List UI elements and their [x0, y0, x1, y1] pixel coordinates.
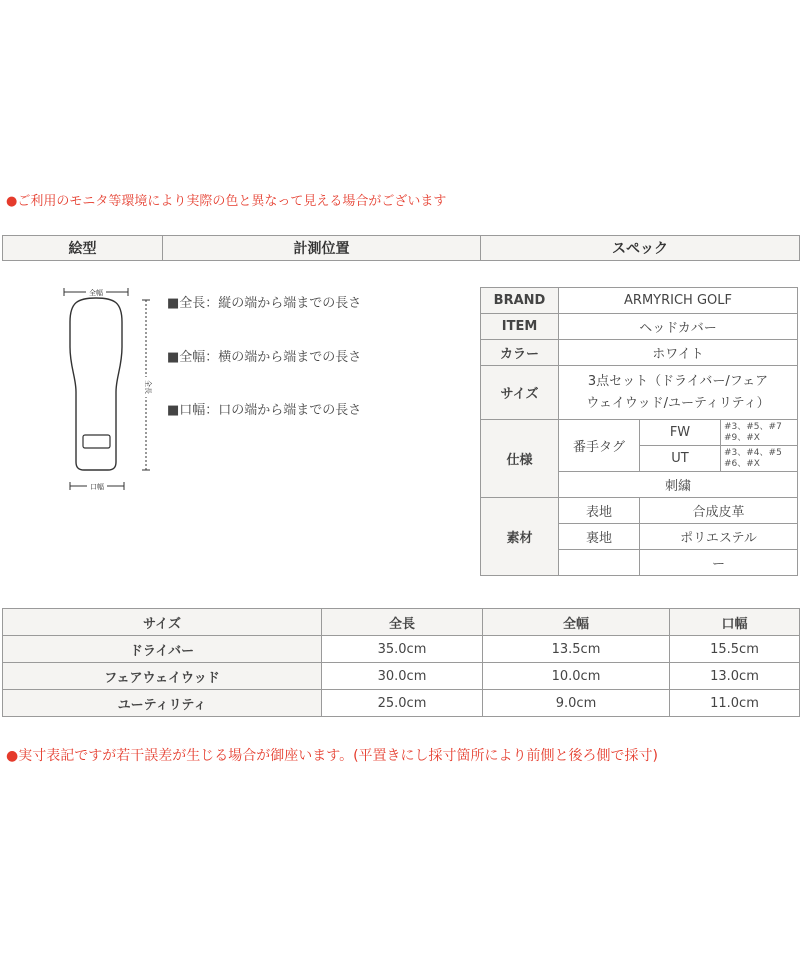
- spec-label: カラー: [481, 340, 559, 366]
- width-dimension-label: 全幅: [89, 289, 103, 297]
- size-col-header: サイズ: [3, 609, 322, 636]
- spec-row-tag-fw: [481, 420, 798, 446]
- size-table: [2, 608, 800, 717]
- tag-ut-label: UT: [640, 446, 721, 472]
- tag-label: 番手タグ: [559, 420, 640, 472]
- material-lining-label: 裏地: [559, 524, 640, 550]
- tag-fw-numbers: [721, 420, 798, 446]
- size-cell: 10.0cm: [483, 663, 670, 690]
- tag-ut-line1: #3、#4、#5: [724, 447, 782, 458]
- length-dimension-label: 全長: [144, 380, 152, 394]
- spec-row-item: [481, 314, 798, 340]
- material-other-value: ー: [640, 550, 798, 576]
- section-header: [2, 235, 800, 261]
- size-cell: 9.0cm: [483, 690, 670, 717]
- measurement-error-note: ●実寸表記ですが若干誤差が生じる場合が御座います。(平置きにし採寸箇所により前側と後ろ側で採寸): [6, 748, 659, 764]
- size-cell: 35.0cm: [322, 636, 483, 663]
- size-cell: 13.0cm: [670, 663, 800, 690]
- spec-size-line2: ウェイウッド/ユーティリティ）: [586, 395, 770, 411]
- size-col-header: 口幅: [670, 609, 800, 636]
- spec-value: ヘッドカバー: [559, 314, 798, 340]
- material-outer-value: 合成皮革: [640, 498, 798, 524]
- mouth-width-dimension-label: 口幅: [90, 483, 104, 491]
- spec-label: BRAND: [481, 288, 559, 314]
- size-col-header: 全長: [322, 609, 483, 636]
- table-row: [3, 690, 800, 717]
- size-name: フェアウェイウッド: [3, 663, 322, 690]
- size-cell: 15.5cm: [670, 636, 800, 663]
- material-outer-label: 表地: [559, 498, 640, 524]
- table-row: [3, 636, 800, 663]
- header-spec: スペック: [612, 241, 668, 257]
- tag-fw-line2: #9、#X: [724, 432, 760, 443]
- spec-value: ホワイト: [559, 340, 798, 366]
- legend-total-width: ■全幅：横の端から端までの長さ: [167, 350, 362, 365]
- size-cell: 30.0cm: [322, 663, 483, 690]
- material-other-label: [559, 550, 640, 576]
- legend-total-length: ■全長：縦の端から端までの長さ: [167, 296, 362, 311]
- tag-ut-line2: #6、#X: [724, 458, 760, 469]
- spec-row-color: [481, 340, 798, 366]
- size-cell: 25.0cm: [322, 690, 483, 717]
- spec-value: ARMYRICH GOLF: [559, 288, 798, 314]
- size-cell: 13.5cm: [483, 636, 670, 663]
- size-col-header: 全幅: [483, 609, 670, 636]
- spec-label: サイズ: [481, 366, 559, 420]
- color-disclaimer-note: ●ご利用のモニタ等環境により実際の色と異なって見える場合がございます: [6, 194, 447, 209]
- tag-ut-numbers: [721, 446, 798, 472]
- size-name: ドライバー: [3, 636, 322, 663]
- spec-row-material-outer: [481, 498, 798, 524]
- spec-row-size: [481, 366, 798, 420]
- legend-mouth-width: ■口幅：口の端から端までの長さ: [167, 403, 362, 418]
- header-drawing: 絵型: [3, 236, 163, 260]
- table-row: [3, 663, 800, 690]
- spec-size-line1: 3点セット（ドライバー/フェア: [587, 373, 769, 389]
- spec-label: 仕様: [481, 420, 559, 498]
- spec-label: ITEM: [481, 314, 559, 340]
- spec-value: [559, 366, 798, 420]
- size-name: ユーティリティ: [3, 690, 322, 717]
- spec-row-brand: [481, 288, 798, 314]
- headcover-drawing: [58, 282, 158, 492]
- spec-label: 素材: [481, 498, 559, 576]
- header-measure-position: 計測位置: [163, 236, 481, 260]
- size-table-header: [3, 609, 800, 636]
- size-cell: 11.0cm: [670, 690, 800, 717]
- tag-fw-label: FW: [640, 420, 721, 446]
- spec-value: 刺繍: [559, 472, 798, 498]
- material-lining-value: ポリエステル: [640, 524, 798, 550]
- tag-fw-line1: #3、#5、#7: [724, 421, 782, 432]
- spec-table: [480, 287, 798, 576]
